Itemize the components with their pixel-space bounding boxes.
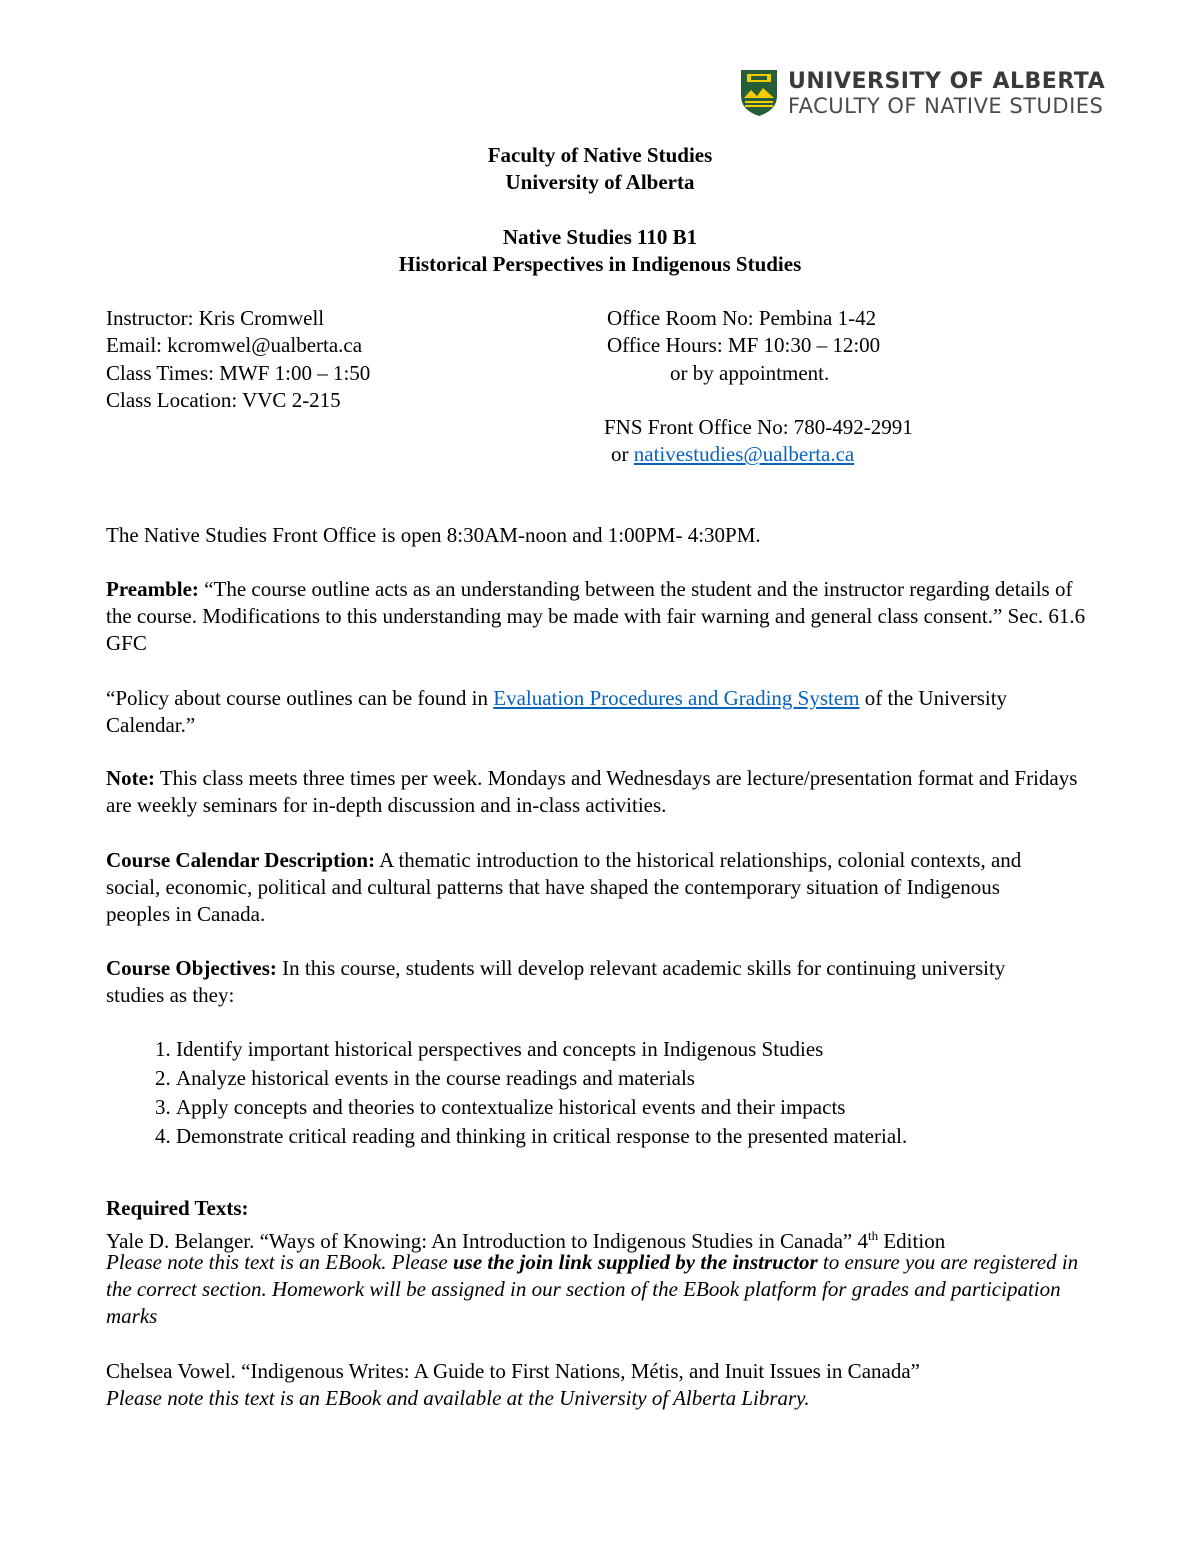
front-office-phone: FNS Front Office No: 780-492-2991 bbox=[604, 415, 913, 439]
book1-text: Yale D. Belanger. “Ways of Knowing: An Introduction to Indigenous Studies in Canada” 4 bbox=[106, 1229, 868, 1253]
or-prefix: or bbox=[611, 442, 634, 466]
note-paragraph bbox=[106, 765, 1096, 819]
book1-note-c: to ensure you are registered in the correct section. Homework will be assigned in our section of the EBook platform for grades and participation marks bbox=[106, 1250, 1079, 1328]
instructor-line: Instructor: Kris Cromwell bbox=[106, 306, 325, 330]
faculty-heading: Faculty of Native Studies bbox=[487, 143, 713, 167]
objectives-label: Course Objectives: bbox=[106, 956, 277, 980]
policy-text-before: “Policy about course outlines can be found in bbox=[106, 686, 494, 710]
book1-note-b: use the join link supplied by the instructor bbox=[453, 1250, 818, 1274]
required-texts-heading bbox=[106, 1195, 1096, 1222]
book2-note: Please note this text is an EBook and available at the University of Alberta Library. bbox=[106, 1386, 810, 1410]
calendar-label: Course Calendar Description: bbox=[106, 848, 376, 872]
policy-text-after: of the University Calendar.” bbox=[106, 686, 1008, 737]
office-hours-line: Office Hours: MF 10:30 – 12:00 bbox=[607, 333, 881, 357]
objectives-paragraph bbox=[106, 955, 1036, 1009]
preamble-label: Preamble: bbox=[106, 577, 199, 601]
policy-paragraph bbox=[106, 685, 1096, 739]
logo-university-name: UNIVERSITY OF ALBERTA bbox=[788, 69, 1106, 94]
note-label: Note: bbox=[106, 766, 155, 790]
office-room-line: Office Room No: Pembina 1-42 bbox=[607, 306, 877, 330]
class-location-line: Class Location: VVC 2-215 bbox=[106, 388, 341, 412]
calendar-text: A thematic introduction to the historical relationships, colonial contexts, and social, economic, political and cultural patterns that have shaped the contemporary situation of Indigenous peoples in Canada. bbox=[106, 848, 1022, 926]
required-texts-label: Required Texts: bbox=[106, 1196, 249, 1220]
email-line: Email: kcromwel@ualberta.ca bbox=[106, 333, 363, 357]
book1-sup: th bbox=[867, 1228, 879, 1243]
class-times-line: Class Times: MWF 1:00 – 1:50 bbox=[106, 361, 371, 385]
course-title-heading: Historical Perspectives in Indigenous Studies bbox=[398, 252, 802, 276]
university-heading: University of Alberta bbox=[505, 170, 695, 194]
front-office-email-link[interactable]: nativestudies@ualberta.ca bbox=[633, 442, 855, 466]
preamble-paragraph bbox=[106, 576, 1096, 657]
front-office-email-line bbox=[611, 441, 854, 468]
objective-item: 2. Analyze historical events in the course readings and materials bbox=[176, 1064, 907, 1093]
shield-icon bbox=[739, 68, 779, 118]
appointment-line: or by appointment. bbox=[670, 361, 830, 385]
university-logo bbox=[739, 68, 1119, 120]
course-code-heading: Native Studies 110 B1 bbox=[502, 225, 698, 249]
objective-item: 4. Demonstrate critical reading and thinking in critical response to the presented material. bbox=[176, 1122, 907, 1151]
book1-note bbox=[106, 1249, 1091, 1330]
logo-faculty-name: FACULTY OF NATIVE STUDIES bbox=[788, 94, 1104, 118]
book1-end: Edition bbox=[878, 1229, 946, 1253]
front-office-hours: The Native Studies Front Office is open 8:30AM-noon and 1:00PM- 4:30PM. bbox=[106, 523, 761, 547]
book1-note-a: Please note this text is an EBook. Please bbox=[106, 1250, 453, 1274]
objective-item: 3. Apply concepts and theories to contextualize historical events and their impacts bbox=[176, 1093, 907, 1122]
book2-citation: Chelsea Vowel. “Indigenous Writes: A Guide to First Nations, Métis, and Inuit Issues in Canada” bbox=[106, 1359, 920, 1383]
note-text: This class meets three times per week. Mondays and Wednesdays are lecture/presentation format and Fridays are weekly seminars for in-depth discussion and in-class activities. bbox=[106, 766, 1078, 817]
grading-policy-link[interactable]: Evaluation Procedures and Grading System bbox=[493, 686, 860, 710]
objective-item: 1. Identify important historical perspectives and concepts in Indigenous Studies bbox=[176, 1035, 907, 1064]
calendar-description-paragraph bbox=[106, 847, 1046, 928]
objectives-list bbox=[106, 1035, 907, 1151]
preamble-text: “The course outline acts as an understanding between the student and the instructor regarding details of the course. Modifications to this understanding may be made with fair warning and general class consent.” Sec. 61.6 GFC bbox=[106, 577, 1086, 655]
objectives-text: In this course, students will develop relevant academic skills for continuing university studies as they: bbox=[106, 956, 1006, 1007]
